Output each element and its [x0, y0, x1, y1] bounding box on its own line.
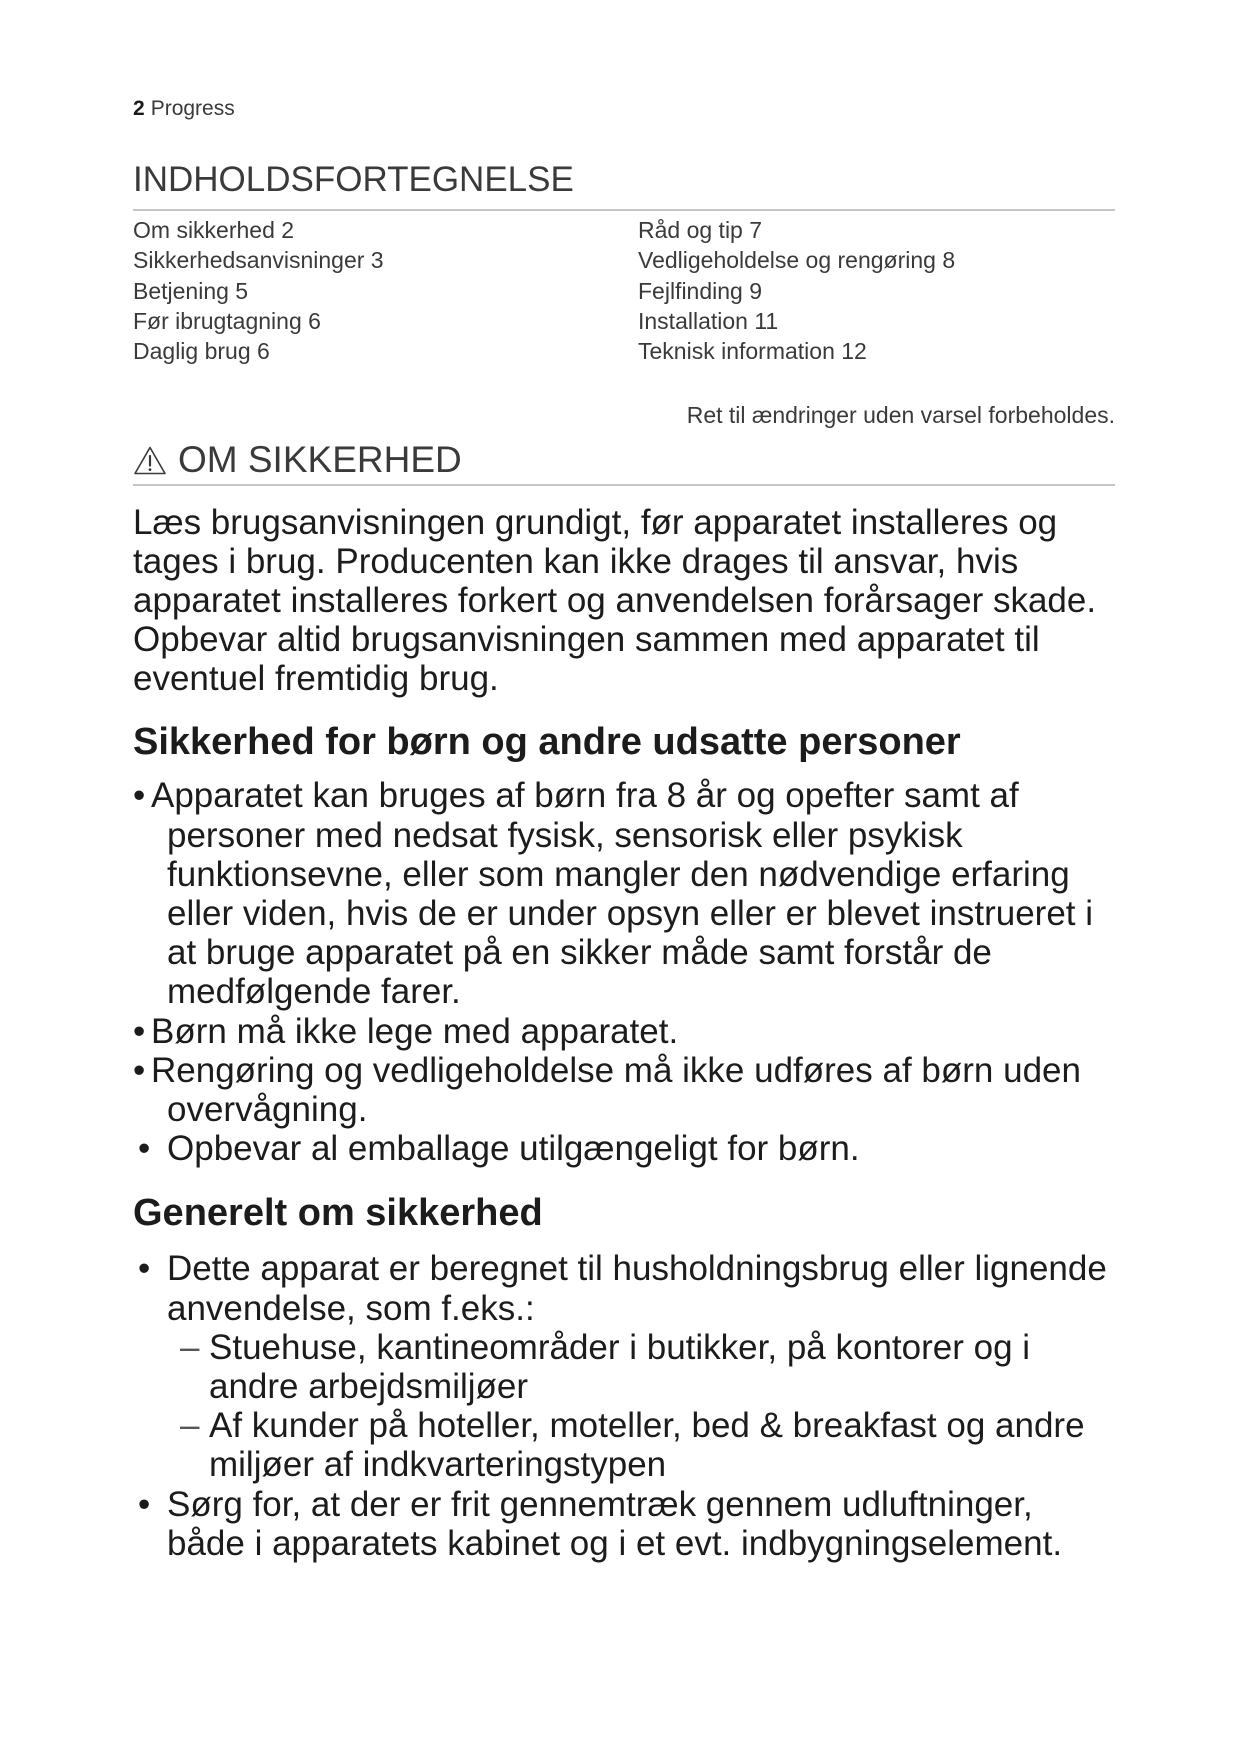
list-item-text: Dette apparat er beregnet til husholdningsbrug eller lignende	[167, 1249, 1107, 1289]
list-item	[133, 1129, 1093, 1168]
list-item	[133, 1249, 1107, 1484]
toc-entry: Installation 11	[638, 307, 779, 334]
sub-list-item-line	[133, 1406, 1107, 1445]
paragraph-line: eventuel fremtidig brug.	[133, 658, 499, 698]
bullet: •	[138, 1249, 151, 1289]
sub-list-item	[133, 1406, 1107, 1484]
list-item-line	[133, 1485, 1107, 1524]
paragraph-line: tages i brug. Producenten kan ikke drages til ansvar, hvis	[133, 541, 1019, 581]
list-item-text: eller viden, hvis de er under opsyn eller er blevet instrueret i	[167, 893, 1094, 933]
list-item-line	[133, 1051, 1093, 1090]
toc-entry: Om sikkerhed 2	[133, 217, 295, 243]
list-item-text: anvendelse, som f.eks.:	[167, 1288, 535, 1328]
list-item-text: Apparatet kan bruges af børn fra 8 år og opefter samt af	[151, 776, 1019, 816]
sub-list-item	[133, 1328, 1107, 1406]
bullet: •	[138, 1484, 151, 1524]
list-item-line	[133, 776, 1093, 815]
section-heading	[133, 439, 462, 481]
toc-entry: Vedligeholdelse og rengøring 8	[638, 247, 956, 274]
children-safety-list	[133, 776, 1093, 1168]
general-safety-list	[133, 1249, 1107, 1563]
list-item	[133, 1012, 1093, 1051]
list-item	[133, 1485, 1107, 1563]
list-item-text: Rengøring og vedligeholdelse må ikke udføres af børn uden	[151, 1050, 1081, 1090]
toc-entry: Betjening 5	[133, 277, 249, 304]
page-header	[133, 96, 235, 122]
bullet: •	[133, 776, 146, 816]
paragraph-line: apparatet installeres forkert og anvendelsen forårsager skade.	[133, 580, 1097, 620]
list-item-text: Børn må ikke lege med apparatet.	[151, 1011, 679, 1051]
subheading-children-safety: Sikkerhed for børn og andre udsatte personer	[133, 721, 961, 763]
list-item-text: både i apparatets kabinet og i et evt. indbygningselement.	[167, 1523, 1063, 1563]
toc-right-column	[638, 215, 955, 366]
sub-list-item-line	[133, 1328, 1107, 1367]
brand-name: Progress	[150, 97, 235, 120]
toc-entry: Før ibrugtagning 6	[133, 307, 321, 334]
change-notice: Ret til ændringer uden varsel forbeholdes.	[686, 402, 1115, 428]
sub-list-item-text: andre arbejdsmiljøer	[209, 1366, 529, 1406]
list-item-line	[133, 1012, 1093, 1051]
list-item-line	[133, 1249, 1107, 1288]
toc-entry: Råd og tip 7	[638, 217, 763, 243]
sub-list-item-text: miljøer af indkvarteringstypen	[209, 1445, 667, 1485]
sub-list-item-text: Af kunder på hoteller, moteller, bed & breakfast og andre	[209, 1406, 1085, 1446]
bullet: •	[138, 1129, 151, 1169]
toc-entry: Sikkerhedsanvisninger 3	[133, 247, 384, 274]
bullet: •	[133, 1050, 146, 1090]
toc-entry: Fejlfinding 9	[638, 277, 763, 304]
list-item	[133, 1051, 1093, 1129]
list-item	[133, 776, 1093, 1011]
list-item-text: personer med nedsat fysisk, sensorisk eller psykisk	[167, 815, 963, 855]
list-item-line	[133, 1129, 1093, 1168]
dash-marker: –	[180, 1327, 200, 1367]
page-number: 2	[133, 97, 145, 120]
toc-left-column	[133, 215, 384, 366]
section-title: OM SIKKERHED	[178, 439, 462, 480]
section-divider	[133, 484, 1115, 486]
toc-divider	[133, 209, 1115, 211]
list-item-text: funktionsevne, eller som mangler den nødvendige erfaring	[167, 854, 1070, 894]
list-item-text: Opbevar al emballage utilgængeligt for børn.	[167, 1129, 860, 1169]
dash-marker: –	[180, 1406, 200, 1446]
list-item-text: at bruge apparatet på en sikker måde samt forstår de	[167, 933, 992, 973]
list-item-text: overvågning.	[167, 1089, 368, 1129]
intro-paragraph	[133, 503, 1096, 698]
toc-title: INDHOLDSFORTEGNELSE	[133, 160, 574, 199]
list-item-text: Sørg for, at der er frit gennemtræk gennem udluftninger,	[167, 1484, 1033, 1524]
subheading-general-safety: Generelt om sikkerhed	[133, 1192, 543, 1234]
bullet: •	[133, 1011, 146, 1051]
toc-entry: Teknisk information 12	[638, 338, 867, 365]
paragraph-line: Opbevar altid brugsanvisningen sammen med apparatet til	[133, 619, 1040, 659]
paragraph-line: Læs brugsanvisningen grundigt, før apparatet installeres og	[133, 502, 1058, 542]
list-item-text: medfølgende farer.	[167, 972, 461, 1012]
warning-icon	[133, 445, 167, 476]
sub-list-item-text: Stuehuse, kantineområder i butikker, på kontorer og i	[209, 1327, 1031, 1367]
toc-entry: Daglig brug 6	[133, 338, 270, 365]
